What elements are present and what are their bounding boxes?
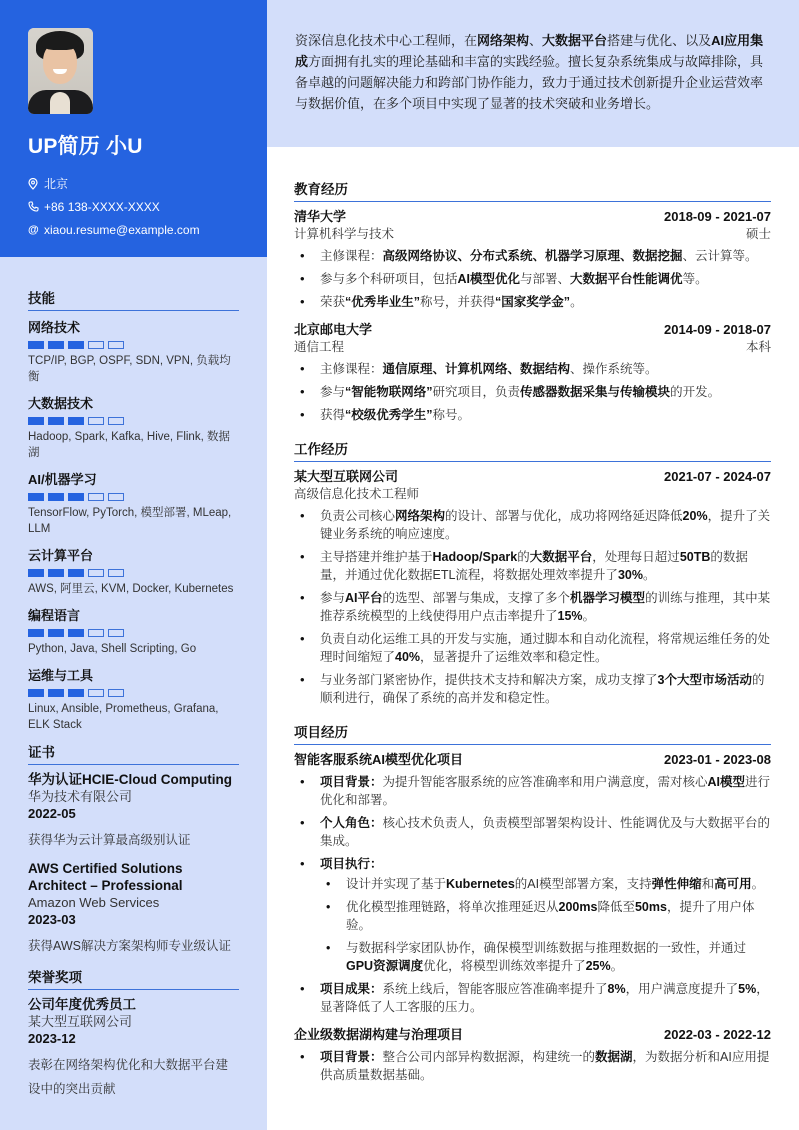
certificate-org: 华为技术有限公司 xyxy=(28,789,133,804)
bullet-item xyxy=(294,630,771,666)
bullet-item xyxy=(294,980,771,1016)
emphasis-text: 项目成果： xyxy=(320,982,383,996)
bullet-list xyxy=(294,507,771,707)
text-fragment: ，显著提升了运维效率和稳定性。 xyxy=(420,650,608,664)
entry-header xyxy=(294,321,771,339)
contact-email xyxy=(28,218,239,241)
skills-title: 技能 xyxy=(28,287,239,311)
skill-name: 编程语言 xyxy=(28,608,81,623)
degree: 硕士 xyxy=(745,227,771,241)
text-fragment: 。 xyxy=(610,959,624,973)
sub-bullet-item xyxy=(320,875,771,893)
text-fragment: 的开发。 xyxy=(670,385,721,399)
certificates-title: 证书 xyxy=(28,741,239,765)
date-range: 2014-09 - 2018-07 xyxy=(664,322,771,337)
awards-list xyxy=(28,996,239,1101)
projects-list xyxy=(294,751,771,1084)
major: 计算机科学与技术 xyxy=(294,227,395,241)
emphasis-text: 25% xyxy=(585,959,611,973)
education-list xyxy=(294,208,771,424)
emphasis-text: GPU资源调度 xyxy=(346,959,424,973)
text-fragment: 、 xyxy=(529,33,543,48)
project-entry xyxy=(294,1026,771,1084)
text-fragment: 参与 xyxy=(320,385,346,399)
bullet-item xyxy=(294,293,771,311)
level-empty xyxy=(88,493,104,501)
emphasis-text: 项目执行： xyxy=(320,857,383,871)
bullet-list xyxy=(294,1048,771,1084)
skill-description: Hadoop, Spark, Kafka, Hive, Flink, 数据湖 xyxy=(28,431,230,459)
text-fragment: 主修课程： xyxy=(320,362,383,376)
entry-header xyxy=(294,1026,771,1044)
skill-item xyxy=(28,469,239,537)
text-fragment: 、操作系统等。 xyxy=(570,362,658,376)
award xyxy=(28,996,239,1101)
sub-bullet-item xyxy=(320,898,771,934)
text-fragment: 降低至 xyxy=(597,900,635,914)
text-fragment: 为提升智能客服系统的应答准确率和用户满意度，需对核心 xyxy=(382,775,708,789)
location-text: 北京 xyxy=(44,177,69,191)
emphasis-text: AI模型优化 xyxy=(457,272,521,286)
bullet-item xyxy=(294,247,771,265)
phone-icon xyxy=(28,201,44,212)
projects-section xyxy=(294,721,771,1084)
awards-title: 荣誉奖项 xyxy=(28,966,239,990)
text-fragment: 荣获 xyxy=(320,295,346,309)
skill-level-bar xyxy=(28,689,239,697)
emphasis-text: AI模型 xyxy=(707,775,746,789)
level-filled xyxy=(48,569,64,577)
award-title: 公司年度优秀员工 xyxy=(28,997,136,1012)
skill-name: AI/机器学习 xyxy=(28,472,97,487)
bullet-item xyxy=(294,360,771,378)
work-entry xyxy=(294,468,771,707)
bullet-item xyxy=(294,507,771,543)
sub-bullet-list xyxy=(320,875,771,975)
date-range: 2023-01 - 2023-08 xyxy=(664,752,771,767)
level-filled xyxy=(48,629,64,637)
education-entry xyxy=(294,208,771,311)
emphasis-text: AI应用集成 xyxy=(295,33,764,69)
work-title: 工作经历 xyxy=(294,438,771,462)
award-description: 表彰在网络架构优化和大数据平台建设中的突出贡献 xyxy=(28,1058,229,1096)
skill-description: TCP/IP, BGP, OSPF, SDN, VPN, 负载均衡 xyxy=(28,355,231,383)
emphasis-text: “国家奖学金” xyxy=(495,295,571,309)
certificate-date: 2022-05 xyxy=(28,806,76,821)
level-filled xyxy=(28,493,44,501)
project-entry xyxy=(294,751,771,1016)
certificate-description: 获得华为云计算最高级别认证 xyxy=(28,833,191,847)
level-filled xyxy=(68,493,84,501)
emphasis-text: “校级优秀学生” xyxy=(345,408,433,422)
text-fragment: 负责公司核心 xyxy=(320,509,396,523)
skill-item xyxy=(28,665,239,733)
sidebar xyxy=(0,0,267,1130)
emphasis-text: 高可用 xyxy=(714,877,752,891)
text-fragment: 负责自动化运维工具的开发与实施，通过脚本和自动化流程，将常规运维任务的处理时间缩短了 xyxy=(320,632,771,664)
education-entry xyxy=(294,321,771,424)
text-fragment: 主导搭建并维护基于 xyxy=(320,550,433,564)
text-fragment: 系统上线后，智能客服应答准确率提升了 xyxy=(382,982,608,996)
level-filled xyxy=(48,689,64,697)
text-fragment: ，显著降低了人工客服的压力。 xyxy=(320,982,769,1014)
skill-level-bar xyxy=(28,341,239,349)
work-section xyxy=(294,438,771,707)
text-fragment: 搭建与优化、以及 xyxy=(607,33,712,48)
emphasis-text: Kubernetes xyxy=(446,877,515,891)
emphasis-text: 个人角色： xyxy=(320,816,383,830)
bullet-item xyxy=(294,589,771,625)
text-fragment: 整合公司内部异构数据源，构建统一的 xyxy=(382,1050,596,1064)
project-name: 智能客服系统AI模型优化项目 xyxy=(294,752,464,767)
level-empty xyxy=(108,417,124,425)
skill-description: TensorFlow, PyTorch, 模型部署, MLeap, LLM xyxy=(28,507,232,535)
level-filled xyxy=(48,493,64,501)
summary-panel xyxy=(267,0,799,147)
text-fragment: 主修课程： xyxy=(320,249,383,263)
school-name: 清华大学 xyxy=(294,209,347,224)
emphasis-text: 高级网络协议、分布式系统、机器学习原理、数据挖掘 xyxy=(382,249,683,263)
text-fragment: 的设计、部署与优化，成功将网络延迟降低 xyxy=(445,509,683,523)
certificate-title: AWS Certified Solutions Architect – Professional xyxy=(28,861,183,893)
text-fragment: 优化模型推理链路，将单次推理延迟从 xyxy=(346,900,559,914)
level-filled xyxy=(48,417,64,425)
text-fragment: 与部署、 xyxy=(520,272,571,286)
skill-description: Linux, Ansible, Prometheus, Grafana, ELK Stack xyxy=(28,703,219,731)
certificate xyxy=(28,771,239,852)
skill-item xyxy=(28,393,239,461)
emphasis-text: 50TB xyxy=(679,550,711,564)
contact-location xyxy=(28,172,239,195)
emphasis-text: 项目背景： xyxy=(320,775,383,789)
bullet-item xyxy=(294,773,771,809)
emphasis-text: 20% xyxy=(682,509,708,523)
emphasis-text: 数据湖 xyxy=(595,1050,633,1064)
emphasis-text: 网络架构 xyxy=(477,33,530,48)
level-empty xyxy=(108,629,124,637)
text-fragment: 获得 xyxy=(320,408,346,422)
skill-name: 云计算平台 xyxy=(28,548,94,563)
emphasis-text: 40% xyxy=(395,650,421,664)
bullet-list xyxy=(294,247,771,311)
summary-text xyxy=(295,30,771,114)
bullet-item xyxy=(294,671,771,707)
level-empty xyxy=(108,569,124,577)
level-filled xyxy=(68,569,84,577)
entry-header xyxy=(294,751,771,769)
emphasis-text: 弹性伸缩 xyxy=(651,877,702,891)
education-title: 教育经历 xyxy=(294,178,771,202)
skill-item xyxy=(28,605,239,657)
text-fragment: 优化，将模型训练效率提升了 xyxy=(423,959,586,973)
text-fragment: ，提升了用户体验。 xyxy=(346,900,755,932)
emphasis-text: AI平台 xyxy=(345,591,383,605)
contact-phone xyxy=(28,195,239,218)
level-empty xyxy=(108,689,124,697)
education-section xyxy=(294,178,771,424)
level-filled xyxy=(28,629,44,637)
text-fragment: 。 xyxy=(570,295,583,309)
certificate-date: 2023-03 xyxy=(28,912,76,927)
text-fragment: ，为数据分析和AI应用提供高质量数据基础。 xyxy=(320,1050,770,1082)
project-name: 企业级数据湖构建与治理项目 xyxy=(294,1027,464,1042)
entry-subheader xyxy=(294,226,771,243)
emphasis-text: 大数据平台性能调优 xyxy=(570,272,683,286)
emphasis-text: 传感器数据采集与传输模块 xyxy=(520,385,671,399)
text-fragment: 方面拥有扎实的理论基础和丰富的实践经验。擅长复杂系统集成与故障排除，具备卓越的问题解决能力和跨部门协作能力，致力于通过技术创新提升企业运营效率与数据价值，在多个项目中实现了显著的技术突破和业务增长。 xyxy=(295,54,764,111)
emphasis-text: 3个大型市场活动 xyxy=(657,673,752,687)
degree: 本科 xyxy=(745,340,771,354)
text-fragment: ，提升了关键业务系统的响应速度。 xyxy=(320,509,771,541)
skill-name: 大数据技术 xyxy=(28,396,94,411)
emphasis-text: “优秀毕业生” xyxy=(345,295,421,309)
level-empty xyxy=(108,493,124,501)
projects-title: 项目经历 xyxy=(294,721,771,745)
skill-item xyxy=(28,545,239,597)
emphasis-text: 大数据平台 xyxy=(542,33,608,48)
text-fragment: 设计并实现了基于 xyxy=(346,877,447,891)
main-content xyxy=(294,178,771,1098)
level-filled xyxy=(68,341,84,349)
email-text[interactable]: xiaou.resume@example.com xyxy=(44,222,200,237)
level-filled xyxy=(28,569,44,577)
sidebar-body xyxy=(0,257,267,1101)
bullet-item xyxy=(294,548,771,584)
text-fragment: 资深信息化技术中心工程师，在 xyxy=(295,33,478,48)
bullet-item xyxy=(294,814,771,850)
text-fragment: 等。 xyxy=(682,272,708,286)
profile-header xyxy=(0,0,267,257)
skill-name: 网络技术 xyxy=(28,320,81,335)
level-filled xyxy=(28,341,44,349)
text-fragment: 。 xyxy=(642,568,656,582)
text-fragment: 、云计算等。 xyxy=(682,249,758,263)
text-fragment: 。 xyxy=(751,877,765,891)
level-empty xyxy=(88,689,104,697)
contact-info xyxy=(28,172,239,241)
bullet-item xyxy=(294,1048,771,1084)
entry-subheader xyxy=(294,339,771,356)
level-filled xyxy=(28,417,44,425)
text-fragment: 的数据量，并通过优化数据ETL流程，将数据处理效率提升了 xyxy=(320,550,748,582)
bullet-item xyxy=(294,270,771,288)
school-name: 北京邮电大学 xyxy=(294,322,373,337)
work-list xyxy=(294,468,771,707)
skill-level-bar xyxy=(28,417,239,425)
date-range: 2022-03 - 2022-12 xyxy=(664,1027,771,1042)
emphasis-text: 30% xyxy=(617,568,643,582)
level-filled xyxy=(68,629,84,637)
emphasis-text: 通信原理、计算机网络、数据结构 xyxy=(382,362,571,376)
text-fragment: 的顺利进行，确保了系统的高并发和稳定性。 xyxy=(320,673,765,705)
skills-list xyxy=(28,317,239,733)
bullet-item xyxy=(294,406,771,424)
text-fragment: 与数据科学家团队协作，确保模型训练数据与推理数据的一致性，并通过 xyxy=(346,941,747,955)
text-fragment: 与业务部门紧密协作，提供技术支持和解决方案，成功支撑了 xyxy=(320,673,658,687)
emphasis-text: “智能物联网络” xyxy=(345,385,433,399)
text-fragment: 称号，并获得 xyxy=(420,295,496,309)
award-date: 2023-12 xyxy=(28,1031,76,1046)
level-filled xyxy=(68,417,84,425)
bullet-list xyxy=(294,773,771,1016)
certificates-list xyxy=(28,771,239,958)
award-org: 某大型互联网公司 xyxy=(28,1014,133,1029)
skill-name: 运维与工具 xyxy=(28,668,94,683)
job-title: 高级信息化技术工程师 xyxy=(294,487,420,501)
text-fragment: 和 xyxy=(701,877,715,891)
text-fragment: 参与多个科研项目，包括 xyxy=(320,272,458,286)
at-icon: @ xyxy=(28,223,39,236)
bullet-list xyxy=(294,360,771,424)
certificate-title: 华为认证HCIE-Cloud Computing xyxy=(28,772,232,787)
level-filled xyxy=(68,689,84,697)
skill-item xyxy=(28,317,239,385)
profile-name: UP简历 小U xyxy=(28,135,143,158)
avatar xyxy=(28,28,93,114)
level-filled xyxy=(28,689,44,697)
text-fragment: 核心技术负责人，负责模型部署架构设计、性能调优及与大数据平台的集成。 xyxy=(320,816,771,848)
emphasis-text: 大数据平台 xyxy=(529,550,593,564)
emphasis-text: 5% xyxy=(738,982,757,996)
text-fragment: 进行优化和部署。 xyxy=(320,775,771,807)
entry-header xyxy=(294,208,771,226)
text-fragment: ，处理每日超过 xyxy=(592,550,680,564)
certificate-org: Amazon Web Services xyxy=(28,895,160,910)
text-fragment: 称号。 xyxy=(432,408,471,422)
text-fragment: 的选型、部署与集成，支撑了多个 xyxy=(382,591,571,605)
skill-description: Python, Java, Shell Scripting, Go xyxy=(28,643,197,655)
text-fragment: 参与 xyxy=(320,591,346,605)
sub-bullet-item xyxy=(320,939,771,975)
text-fragment: 的AI模型部署方案，支持 xyxy=(514,877,652,891)
text-fragment: 的 xyxy=(517,550,530,564)
emphasis-text: 200ms xyxy=(558,900,598,914)
emphasis-text: Hadoop/Spark xyxy=(432,550,518,564)
emphasis-text: 15% xyxy=(557,609,583,623)
level-empty xyxy=(88,341,104,349)
skill-level-bar xyxy=(28,569,239,577)
major: 通信工程 xyxy=(294,340,345,354)
text-fragment: 研究项目，负责 xyxy=(432,385,521,399)
level-empty xyxy=(88,629,104,637)
bullet-item xyxy=(294,855,771,975)
skill-description: AWS, 阿里云, KVM, Docker, Kubernetes xyxy=(28,583,234,595)
level-empty xyxy=(88,569,104,577)
date-range: 2018-09 - 2021-07 xyxy=(664,209,771,224)
date-range: 2021-07 - 2024-07 xyxy=(664,469,771,484)
text-fragment: ，用户满意度提升了 xyxy=(625,982,739,996)
level-filled xyxy=(48,341,64,349)
emphasis-text: 项目背景： xyxy=(320,1050,383,1064)
level-empty xyxy=(108,341,124,349)
emphasis-text: 机器学习模型 xyxy=(570,591,646,605)
emphasis-text: 8% xyxy=(607,982,626,996)
skill-level-bar xyxy=(28,629,239,637)
company-name: 某大型互联网公司 xyxy=(294,469,399,484)
level-empty xyxy=(88,417,104,425)
emphasis-text: 网络架构 xyxy=(395,509,446,523)
phone-text: +86 138-XXXX-XXXX xyxy=(44,199,160,214)
emphasis-text: 50ms xyxy=(634,900,667,914)
map-pin-icon xyxy=(28,178,44,190)
bullet-item xyxy=(294,383,771,401)
entry-header xyxy=(294,468,771,486)
skill-level-bar xyxy=(28,493,239,501)
text-fragment: 。 xyxy=(582,609,596,623)
text-fragment: 的训练与推理，其中某推荐系统模型的上线使得用户点击率提升了 xyxy=(320,591,771,623)
certificate-description: 获得AWS解决方案架构师专业级认证 xyxy=(28,939,232,953)
certificate xyxy=(28,860,239,958)
